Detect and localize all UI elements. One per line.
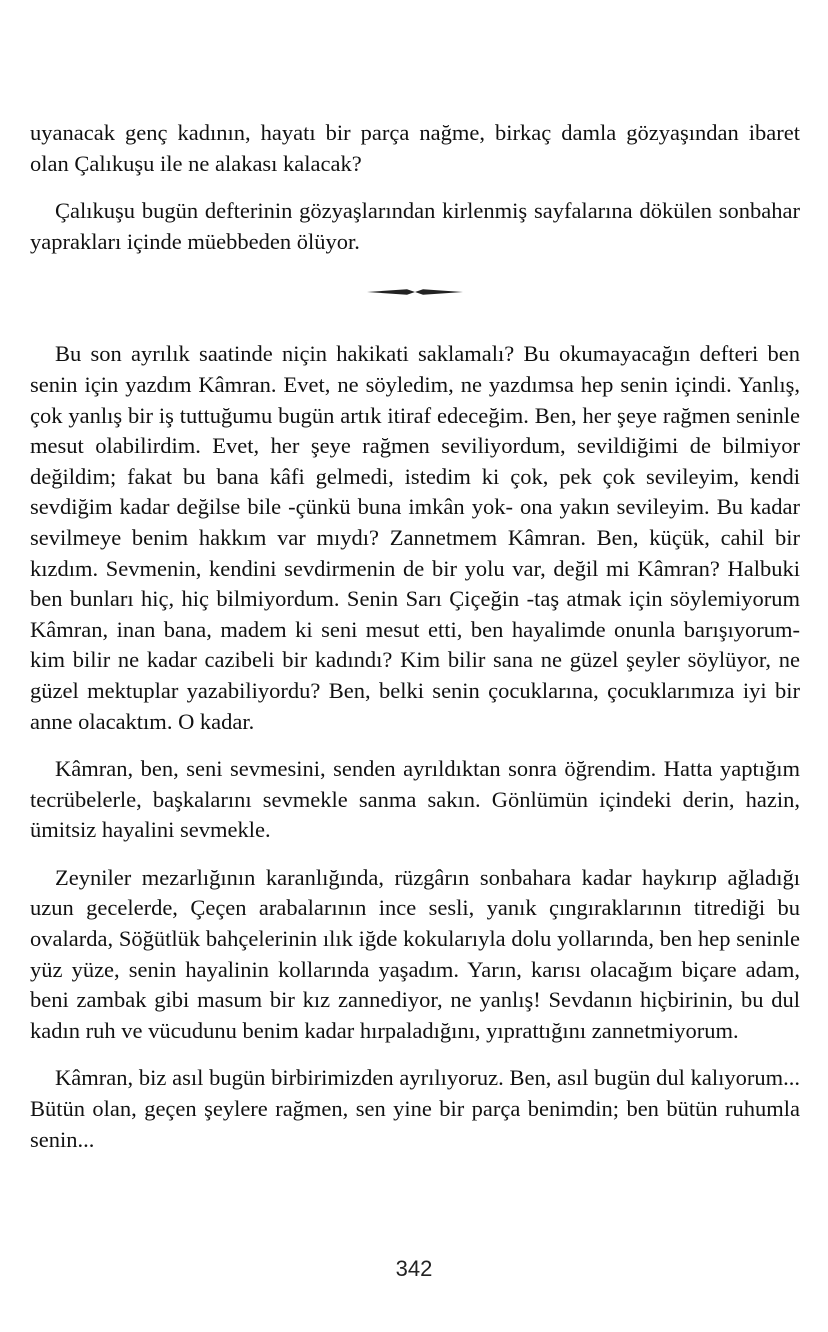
paragraph-3: Bu son ayrılık saatinde niçin hakikati saklamalı? Bu okumayacağın defteri ben senin için yazdım Kâmran. Evet, ne söyledim, ne yazdımsa hep senin içindi. Yanlış, çok yanlış bir iş tuttuğumu bugün artık itiraf edeceğim. Ben, her şeye rağmen seninle mesut olabilirdim. Evet, her şeye rağmen seviliyordum, sevildiğimi de bilmiyor değildim; fakat bu bana kâfi gelmedi, istedim ki çok, pek çok sevileyim, kendi sevdiğim kadar değilse bile -çünkü buna imkân yok- ona yakın sevileyim. Bu kadar sevilmeye benim hakkım var mıydı? Zannetmem Kâmran. Ben, küçük, cahil bir kızdım. Sevmenin, kendini sevdirmenin de bir yolu var, değil mi Kâmran? Halbuki ben bunları hiç, hiç bilmiyordum. Senin Sarı Çiçeğin -taş atmak için söylemiyorum Kâmran, inan bana, madem ki seni mesut etti, ben hayalimde onunla barışıyorum- kim bilir ne kadar cazibeli bir kadındı? Kim bilir sana ne güzel şeyler söylüyor, ne güzel mektuplar yazabiliyordu? Ben, belki senin çocuklarına, çocuklarımıza iyi bir anne olacaktım. O kadar. xyxy=(30,341,800,734)
paragraph-1: uyanacak genç kadının, hayatı bir parça nağme, birkaç damla gözyaşından ibaret olan Çalıkuşu ile ne alakası kalacak? xyxy=(30,120,800,176)
paragraph-5: Zeyniler mezarlığının karanlığında, rüzgârın sonbahara kadar haykırıp ağladığı uzun gecelerde, Çeçen arabalarının ince sesli, yanık çıngıraklarının titrediği bu ovalarda, Söğütlük bahçelerinin ılık iğde kokularıyla dolu yollarında, ben hep seninle yüz yüze, senin hayalinin kollarında yaşadım. Yarın, karısı olacağım biçare adam, beni zambak gibi masum bir kız zannediyor, ne yanlış! Sevdanın hiçbirinin, bu dul kadın ruh ve vücudunu benim kadar hırpaladığını, yıprattığını zannetmiyorum. xyxy=(30,864,800,1043)
page-body xyxy=(30,118,800,1155)
paragraph-2: Çalıkuşu bugün defterinin gözyaşlarından kirlenmiş sayfalarına dökülen sonbahar yaprakları içinde müebbeden ölüyor. xyxy=(30,198,800,254)
section-divider xyxy=(30,267,800,327)
page-number: 342 xyxy=(395,1256,433,1281)
paragraph-4: Kâmran, ben, seni sevmesini, senden ayrıldıktan sonra öğrendim. Hatta yaptığım tecrübelerle, başkalarını sevmekle sanma sakın. Gönlümün içindeki derin, hazin, ümitsiz hayalini sevmekle. xyxy=(30,756,800,843)
divider-ornament-icon xyxy=(367,287,463,297)
paragraph-6: Kâmran, biz asıl bugün birbirimizden ayrılıyoruz. Ben, asıl bugün dul kalıyorum... Bütün olan, geçen şeylere rağmen, sen yine bir parça benimdin; ben bütün ruhumla senin... xyxy=(30,1065,800,1152)
